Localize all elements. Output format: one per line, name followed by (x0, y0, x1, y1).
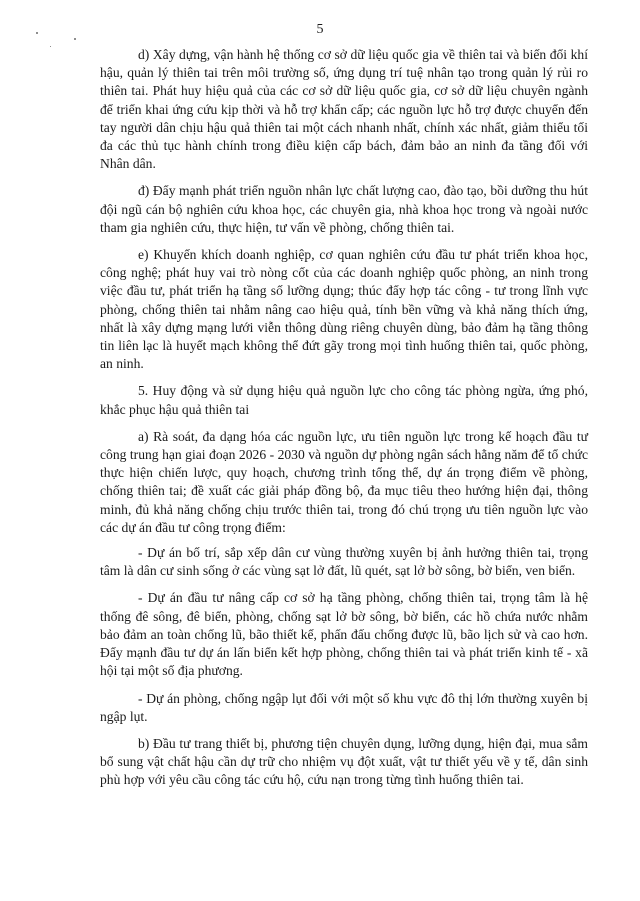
paragraph-a: a) Rà soát, đa dạng hóa các nguồn lực, ưu tiên nguồn lực trong kế hoạch đầu tư công trung hạn giai đoạn 2026 - 2030 và nguồn dự phòng ngân sách hằng năm để tổ chức thực hiện chiến lược, quy hoạch, chương trình tổng thể, dự án trọng điểm về phòng, chống thiên tai; đề xuất các giải pháp đồng bộ, đa mục tiêu theo hướng hiện đại, thông minh, đủ khả năng chống chịu trước thiên tai, trong đó chú trọng ưu tiên nguồn lực vào các dự án đầu tư công trọng điểm: (100, 428, 588, 535)
paragraph-d: d) Xây dựng, vận hành hệ thống cơ sở dữ liệu quốc gia về thiên tai và biến đổi khí hậu, quản lý thiên tai trên môi trường số, ứng dụng trí tuệ nhân tạo trong quản lý rủi ro thiên tai. Phát huy hiệu quả của các cơ sở dữ liệu quốc gia, cơ sở dữ liệu chuyên ngành để triển khai ứng cứu kịp thời và hỗ trợ khẩn cấp; các nguồn lực hỗ trợ được chuyển đến tay người dân chịu hậu quả thiên tai một cách nhanh nhất, chính xác nhất, giảm thiểu tối đa các thủ tục hành chính trong điều kiện cấp bách, đảm bảo an ninh đa tầng đối với Nhân dân. (100, 47, 588, 172)
paragraph-b: b) Đầu tư trang thiết bị, phương tiện chuyên dụng, lưỡng dụng, hiện đại, mua sắm bổ sung vật chất hậu cần dự trữ cho nhiệm vụ đột xuất, vật tư thiết yếu về y tế, dân sinh phù hợp với yêu cầu công tác cứu hộ, cứu nạn trong từng tình huống thiên tai. (100, 735, 588, 788)
paragraph-dd: đ) Đẩy mạnh phát triển nguồn nhân lực chất lượng cao, đào tạo, bồi dưỡng thu hút đội ngũ cán bộ nghiên cứu khoa học, các chuyên gia, nhà khoa học trong và ngoài nước tham gia nghiên cứu, thực hiện, tư vấn về phòng, chống thiên tai. (100, 183, 588, 235)
section-heading-5: 5. Huy động và sử dụng hiệu quả nguồn lực cho công tác phòng ngừa, ứng phó, khắc phục hậu quả thiên tai (100, 383, 588, 417)
bullet-flood-control: - Dự án phòng, chống ngập lụt đối với một số khu vực đô thị lớn thường xuyên bị ngập lụt. (100, 690, 588, 724)
bullet-resettlement: - Dự án bố trí, sắp xếp dân cư vùng thường xuyên bị ảnh hưởng thiên tai, trọng tâm là dân cư sinh sống ở các vùng sạt lở đất, lũ quét, sạt lở bờ sông, bờ biển, ven biển. (100, 545, 588, 579)
bullet-infrastructure: - Dự án đầu tư nâng cấp cơ sở hạ tầng phòng, chống thiên tai, trọng tâm là hệ thống đê sông, đê biển, phòng, chống sạt lở bờ sông, bờ biển, các hồ chứa nước nhằm bảo đảm an toàn chống lũ, bão thiết kế, phấn đấu chống được lũ, bão lịch sử và cao hơn. Đẩy mạnh đầu tư dự án lấn biển kết hợp phòng, chống thiên tai và phát triển kinh tế - xã hội tại một số địa phương. (100, 590, 588, 679)
page-number: 5 (316, 22, 324, 37)
document-body (100, 46, 588, 799)
scan-speck (74, 38, 76, 40)
paragraph-e: e) Khuyến khích doanh nghiệp, cơ quan nghiên cứu đầu tư phát triển khoa học, công nghệ; phát huy vai trò nòng cốt của các doanh nghiệp quốc phòng, an ninh trong việc đầu tư, phát triển hạ tầng số lưỡng dụng; thúc đẩy hợp tác công - tư trong lĩnh vực phòng, chống thiên tai nhằm nâng cao hiệu quả, tính bền vững và khả năng thích ứng, nhất là xây dựng mạng lưới viễn thông dùng riêng chuyên dùng, bảo đảm hạ tầng thông tin liên lạc là huyết mạch không thể đứt gãy trong mọi tình huống thiên tai, quốc phòng, an ninh. (100, 247, 588, 372)
scan-speck (36, 32, 38, 34)
scan-speck (50, 46, 51, 47)
